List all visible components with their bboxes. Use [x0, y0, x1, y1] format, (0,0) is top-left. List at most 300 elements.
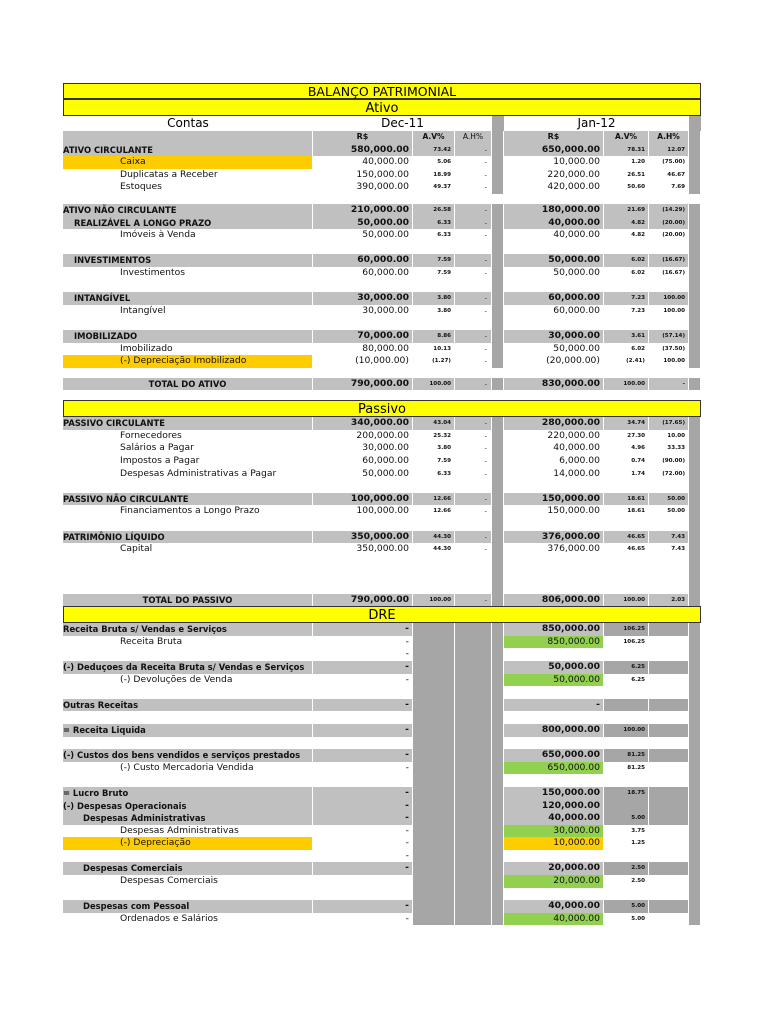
table-row — [63, 317, 701, 330]
separator — [689, 875, 701, 888]
period2-label: Jan-12 — [577, 116, 616, 130]
value-2: 800,000.00 — [504, 724, 604, 737]
table-row — [63, 181, 701, 194]
separator — [492, 636, 504, 649]
separator — [492, 305, 504, 318]
account-name — [63, 581, 313, 594]
separator — [689, 812, 701, 825]
account-name: (-) Devoluções de Venda — [63, 674, 313, 687]
separator — [689, 648, 701, 661]
ah-2 — [649, 648, 689, 661]
av-2: 81.25 — [604, 749, 649, 762]
av-1 — [413, 568, 455, 581]
ah-2 — [649, 317, 689, 330]
av-1 — [413, 280, 455, 293]
ah-2 — [649, 581, 689, 594]
table-row — [63, 699, 701, 712]
av-1 — [413, 825, 455, 838]
value-1: - — [313, 674, 413, 687]
separator — [689, 661, 701, 674]
ah-2: 50.00 — [649, 505, 689, 518]
ah-1 — [455, 900, 492, 913]
ah-2 — [649, 242, 689, 255]
separator — [689, 254, 701, 267]
value-2: 40,000.00 — [504, 812, 604, 825]
separator — [689, 800, 701, 813]
separator — [492, 900, 504, 913]
value-2: 150,000.00 — [504, 787, 604, 800]
separator — [689, 636, 701, 649]
separator — [492, 204, 504, 217]
value-1 — [313, 686, 413, 699]
ah-2: 100.00 — [649, 305, 689, 318]
value-2: 650,000.00 — [504, 749, 604, 762]
av-2: 4.82 — [604, 217, 649, 230]
account-name: Despesas com Pessoal — [63, 900, 313, 913]
table-row — [63, 674, 701, 687]
separator — [689, 242, 701, 255]
account-name: Salários a Pagar — [63, 442, 313, 455]
value-2: 40,000.00 — [504, 442, 604, 455]
separator — [689, 355, 701, 368]
ah-2: (57.14) — [649, 330, 689, 343]
account-name: ATIVO CIRCULANTE — [63, 144, 313, 157]
separator — [689, 144, 701, 157]
separator — [492, 543, 504, 556]
value-1: - — [313, 648, 413, 661]
av-2 — [604, 317, 649, 330]
ah-2: 33.33 — [649, 442, 689, 455]
ah-1 — [455, 850, 492, 863]
separator — [689, 343, 701, 356]
ah-2 — [649, 800, 689, 813]
av-2: 7.23 — [604, 292, 649, 305]
ah-2: (20.00) — [649, 229, 689, 242]
value-2 — [504, 648, 604, 661]
av-2: 6.25 — [604, 674, 649, 687]
value-2 — [504, 280, 604, 293]
separator — [492, 581, 504, 594]
value-1: - — [313, 913, 413, 926]
separator — [492, 711, 504, 724]
ah-2: (90.00) — [649, 455, 689, 468]
ah-1: - — [455, 543, 492, 556]
av-1: 100.00 — [413, 378, 455, 391]
value-1: - — [313, 825, 413, 838]
av-1: 12.66 — [413, 505, 455, 518]
av-1 — [413, 800, 455, 813]
av-2 — [604, 888, 649, 901]
separator — [689, 378, 701, 391]
ah-1 — [455, 812, 492, 825]
col-av-2: A.V% — [604, 131, 649, 144]
separator — [492, 850, 504, 863]
separator — [492, 837, 504, 850]
ah-1: - — [455, 355, 492, 368]
ah-2: (14.29) — [649, 204, 689, 217]
value-2: 20,000.00 — [504, 875, 604, 888]
value-1: 350,000.00 — [313, 543, 413, 556]
ah-1: - — [455, 204, 492, 217]
separator — [689, 737, 701, 750]
av-2: 106.25 — [604, 623, 649, 636]
av-2: 100.00 — [604, 724, 649, 737]
av-2: 5.00 — [604, 812, 649, 825]
account-name: Estoques — [63, 181, 313, 194]
av-1: 43.04 — [413, 417, 455, 430]
av-1 — [413, 518, 455, 531]
av-1: (1.27) — [413, 355, 455, 368]
value-1: - — [313, 800, 413, 813]
value-1: - — [313, 850, 413, 863]
av-2: 46.65 — [604, 531, 649, 544]
ah-1 — [455, 242, 492, 255]
av-1 — [413, 762, 455, 775]
value-2 — [504, 242, 604, 255]
separator — [492, 417, 504, 430]
account-name: Duplicatas a Receber — [63, 169, 313, 182]
value-2: 650,000.00 — [504, 762, 604, 775]
account-name: Receita Bruta s/ Vendas e Serviços — [63, 623, 313, 636]
separator — [492, 623, 504, 636]
ah-2 — [649, 787, 689, 800]
separator — [492, 455, 504, 468]
av-1: 25.32 — [413, 430, 455, 443]
separator — [689, 169, 701, 182]
av-2: 3.61 — [604, 330, 649, 343]
value-1: 30,000.00 — [313, 305, 413, 318]
separator — [689, 762, 701, 775]
value-2 — [504, 711, 604, 724]
value-1: 40,000.00 — [313, 156, 413, 169]
ah-2: 100.00 — [649, 355, 689, 368]
separator — [492, 317, 504, 330]
table-row — [63, 378, 701, 391]
av-1 — [413, 480, 455, 493]
separator — [492, 292, 504, 305]
av-2 — [604, 648, 649, 661]
av-2: 26.51 — [604, 169, 649, 182]
account-name — [63, 480, 313, 493]
av-2: 6.02 — [604, 267, 649, 280]
separator — [492, 800, 504, 813]
account-name — [63, 280, 313, 293]
value-1: 390,000.00 — [313, 181, 413, 194]
av-1 — [413, 862, 455, 875]
separator — [492, 280, 504, 293]
av-1: 7.59 — [413, 455, 455, 468]
separator — [689, 900, 701, 913]
ah-2 — [649, 762, 689, 775]
table-row — [63, 144, 701, 157]
av-1: 6.33 — [413, 217, 455, 230]
value-1: 200,000.00 — [313, 430, 413, 443]
separator — [492, 699, 504, 712]
separator — [689, 267, 701, 280]
table-row — [63, 812, 701, 825]
table-row — [63, 686, 701, 699]
ah-1 — [455, 636, 492, 649]
av-1: 73.42 — [413, 144, 455, 157]
value-2: 830,000.00 — [504, 378, 604, 391]
av-2: (2.41) — [604, 355, 649, 368]
table-row — [63, 787, 701, 800]
av-2: 2.50 — [604, 862, 649, 875]
table-row — [63, 888, 701, 901]
table-row — [63, 762, 701, 775]
table-row — [63, 455, 701, 468]
table-row — [63, 913, 701, 926]
separator — [689, 568, 701, 581]
ah-1: - — [455, 442, 492, 455]
ah-2 — [649, 674, 689, 687]
ah-2: (16.67) — [649, 267, 689, 280]
separator — [689, 674, 701, 687]
account-name: (-) Despesas Operacionais — [63, 800, 313, 813]
ah-2: 12.07 — [649, 144, 689, 157]
table-row — [63, 749, 701, 762]
value-2: - — [504, 699, 604, 712]
value-1: - — [313, 862, 413, 875]
separator — [492, 913, 504, 926]
ah-1: - — [455, 493, 492, 506]
table-row — [63, 493, 701, 506]
ah-1: - — [455, 292, 492, 305]
av-2 — [604, 556, 649, 569]
value-2: 806,000.00 — [504, 594, 604, 607]
ah-2: 2.03 — [649, 594, 689, 607]
table-row — [63, 837, 701, 850]
value-2: 40,000.00 — [504, 229, 604, 242]
av-2: 6.25 — [604, 661, 649, 674]
av-1: 49.37 — [413, 181, 455, 194]
av-2 — [604, 699, 649, 712]
ah-2 — [649, 556, 689, 569]
av-1: 3.80 — [413, 292, 455, 305]
value-2: 420,000.00 — [504, 181, 604, 194]
table-row — [63, 242, 701, 255]
table-row — [63, 862, 701, 875]
table-row — [63, 711, 701, 724]
separator — [492, 737, 504, 750]
value-1: - — [313, 812, 413, 825]
account-name: Imobilizado — [63, 343, 313, 356]
separator — [492, 343, 504, 356]
separator — [689, 455, 701, 468]
value-1: 50,000.00 — [313, 217, 413, 230]
value-1 — [313, 280, 413, 293]
table-row — [63, 581, 701, 594]
av-2: 100.00 — [604, 378, 649, 391]
separator — [689, 774, 701, 787]
value-2 — [504, 686, 604, 699]
separator — [689, 505, 701, 518]
value-1: 60,000.00 — [313, 254, 413, 267]
ativo-table — [63, 144, 701, 401]
value-2: 10,000.00 — [504, 156, 604, 169]
value-2: 50,000.00 — [504, 661, 604, 674]
av-2: 81.25 — [604, 762, 649, 775]
ah-1 — [455, 737, 492, 750]
separator — [492, 181, 504, 194]
value-2 — [504, 480, 604, 493]
account-name: Despesas Administrativas — [63, 825, 313, 838]
value-1 — [313, 480, 413, 493]
table-row — [63, 737, 701, 750]
separator — [689, 724, 701, 737]
value-1 — [313, 317, 413, 330]
separator — [492, 267, 504, 280]
section-passivo: Passivo — [63, 400, 701, 417]
table-row — [63, 900, 701, 913]
av-1: 100.00 — [413, 594, 455, 607]
separator — [492, 556, 504, 569]
table-row — [63, 267, 701, 280]
separator — [689, 468, 701, 481]
ah-2 — [649, 699, 689, 712]
account-name: INVESTIMENTOS — [63, 254, 313, 267]
account-name — [63, 518, 313, 531]
ah-2 — [649, 480, 689, 493]
value-1: 150,000.00 — [313, 169, 413, 182]
separator — [689, 480, 701, 493]
ah-1: - — [455, 455, 492, 468]
account-name: Impostos a Pagar — [63, 455, 313, 468]
ah-2 — [649, 900, 689, 913]
value-2: 40,000.00 — [504, 913, 604, 926]
account-name — [63, 888, 313, 901]
separator — [689, 305, 701, 318]
separator — [689, 711, 701, 724]
value-1: 80,000.00 — [313, 343, 413, 356]
value-2: 850,000.00 — [504, 636, 604, 649]
av-2 — [604, 518, 649, 531]
account-name: (-) Custos dos bens vendidos e serviços prestados — [63, 749, 313, 762]
ah-1 — [455, 762, 492, 775]
av-2: 5.00 — [604, 900, 649, 913]
av-1: 3.80 — [413, 305, 455, 318]
av-2: 5.00 — [604, 913, 649, 926]
ah-1 — [455, 581, 492, 594]
av-1 — [413, 648, 455, 661]
account-name: IMOBILIZADO — [63, 330, 313, 343]
separator — [492, 156, 504, 169]
value-1 — [313, 568, 413, 581]
separator — [492, 430, 504, 443]
separator — [492, 355, 504, 368]
account-name: Despesas Comerciais — [63, 875, 313, 888]
value-1 — [313, 875, 413, 888]
value-1: 60,000.00 — [313, 267, 413, 280]
value-1: - — [313, 724, 413, 737]
av-1 — [413, 623, 455, 636]
account-name: Despesas Administrativas — [63, 812, 313, 825]
account-name: (-) Custo Mercadoria Vendida — [63, 762, 313, 775]
value-2: 60,000.00 — [504, 305, 604, 318]
value-2 — [504, 568, 604, 581]
separator — [689, 156, 701, 169]
av-2 — [604, 737, 649, 750]
av-2: 18.61 — [604, 505, 649, 518]
ah-1 — [455, 648, 492, 661]
separator — [689, 623, 701, 636]
table-row — [63, 280, 701, 293]
separator — [492, 774, 504, 787]
value-1: 580,000.00 — [313, 144, 413, 157]
separator — [492, 505, 504, 518]
ah-2 — [649, 913, 689, 926]
av-2: 1.25 — [604, 837, 649, 850]
separator — [492, 480, 504, 493]
separator — [689, 442, 701, 455]
account-name — [63, 556, 313, 569]
ah-1 — [455, 317, 492, 330]
separator — [492, 862, 504, 875]
value-2: 14,000.00 — [504, 468, 604, 481]
av-1 — [413, 737, 455, 750]
av-1 — [413, 636, 455, 649]
separator — [492, 217, 504, 230]
value-2 — [504, 556, 604, 569]
value-2: 6,000.00 — [504, 455, 604, 468]
table-row — [63, 343, 701, 356]
table-row — [63, 543, 701, 556]
value-1: 210,000.00 — [313, 204, 413, 217]
value-1: 30,000.00 — [313, 292, 413, 305]
value-1 — [313, 518, 413, 531]
separator — [689, 850, 701, 863]
value-2: 50,000.00 — [504, 267, 604, 280]
av-1 — [413, 724, 455, 737]
av-1 — [413, 317, 455, 330]
ah-2 — [649, 661, 689, 674]
ah-2: (17.65) — [649, 417, 689, 430]
account-name: Capital — [63, 543, 313, 556]
value-1: - — [313, 787, 413, 800]
value-2: 20,000.00 — [504, 862, 604, 875]
value-2: 180,000.00 — [504, 204, 604, 217]
separator — [492, 661, 504, 674]
ah-2 — [649, 518, 689, 531]
value-1 — [313, 774, 413, 787]
value-1: 50,000.00 — [313, 468, 413, 481]
separator — [689, 493, 701, 506]
table-row — [63, 204, 701, 217]
separator — [492, 531, 504, 544]
value-1: 70,000.00 — [313, 330, 413, 343]
table-row — [63, 480, 701, 493]
ah-2 — [649, 636, 689, 649]
separator — [492, 787, 504, 800]
separator — [492, 594, 504, 607]
av-2: 4.96 — [604, 442, 649, 455]
ah-2 — [649, 850, 689, 863]
ah-2 — [649, 749, 689, 762]
ah-1 — [455, 711, 492, 724]
ah-2 — [649, 686, 689, 699]
table-row — [63, 568, 701, 581]
separator — [492, 749, 504, 762]
separator — [492, 825, 504, 838]
ah-1: - — [455, 343, 492, 356]
account-name: Fornecedores — [63, 430, 313, 443]
av-2: 18.61 — [604, 493, 649, 506]
av-2 — [604, 800, 649, 813]
value-2 — [504, 581, 604, 594]
account-name: = Receita Liquida — [63, 724, 313, 737]
av-2: 21.69 — [604, 204, 649, 217]
separator — [492, 254, 504, 267]
